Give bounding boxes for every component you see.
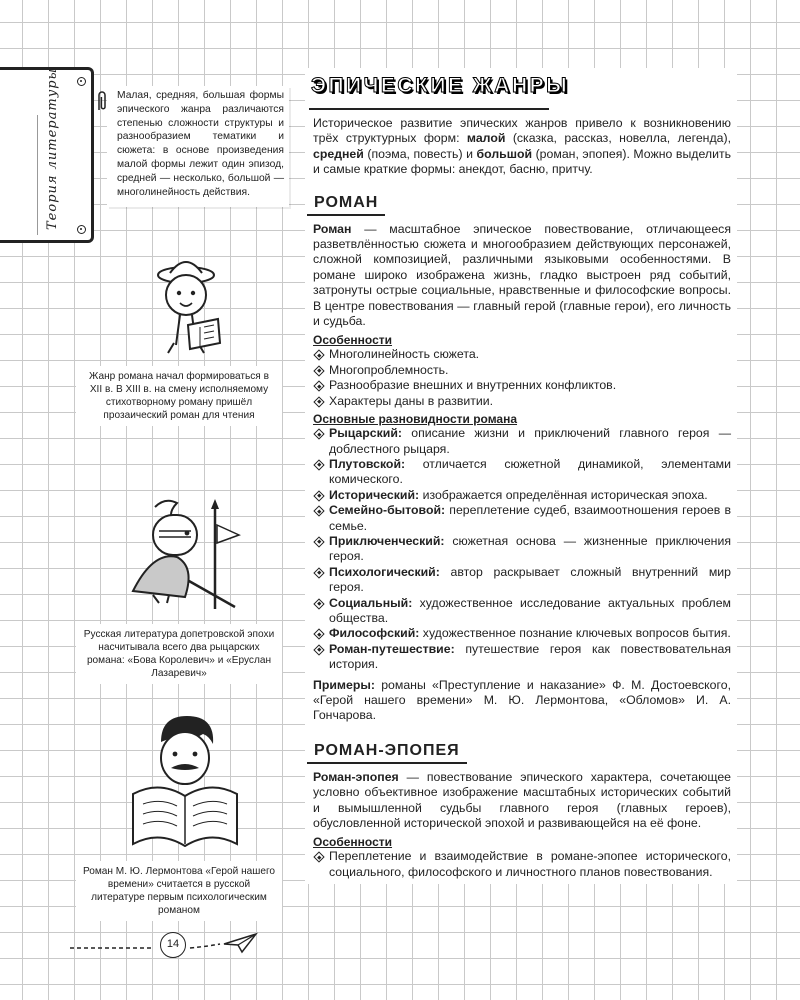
bolt-icon: [77, 225, 86, 234]
epopeya-features-heading: Особенности: [313, 835, 393, 850]
epopeya-section: [305, 740, 737, 884]
roman-features-heading: Особенности: [313, 333, 393, 348]
section-tab: [0, 67, 94, 243]
list-item: Многопроблемность.: [313, 363, 731, 378]
epopeya-heading: РОМАН-ЭПОПЕЯ: [307, 740, 467, 764]
list-item: Семейно-бытовой: переплетение судеб, взаимоотношения героев в семье.: [313, 503, 731, 534]
tab-divider: [37, 115, 39, 235]
roman-heading: РОМАН: [307, 192, 385, 216]
man-reading-illustration: [125, 712, 245, 852]
list-item: Переплетение и взаимодействие в романе-эпопее исторического, социального, философского и личностного планов повествования.: [313, 849, 731, 880]
list-item: Философский: художественное познание ключевых вопросов бытия.: [313, 626, 731, 641]
list-item: Социальный: художественное исследование актуальных проблем общества.: [313, 596, 731, 627]
list-item: Характеры даны в развитии.: [313, 394, 731, 409]
section-tab-label: Теория литературы: [45, 67, 60, 230]
roman-features-list: [305, 347, 737, 409]
list-item: Роман-путешествие: путешествие героя как повествовательная история.: [313, 642, 731, 673]
roman-examples: Примеры: романы «Преступление и наказание» Ф. М. Достоевского, «Герой нашего времени» М. Ю. Лермонтова, «Обломов» И. А. Гончарова.: [313, 677, 731, 723]
list-item: Разнообразие внешних и внутренних конфликтов.: [313, 378, 731, 393]
girl-reading-illustration: [140, 255, 240, 370]
list-item: Многолинейность сюжета.: [313, 347, 731, 362]
list-item: Психологический: автор раскрывает сложный внутренний мир героя.: [313, 565, 731, 596]
page-title: ЭПИЧЕСКИЕ ЖАНРЫ: [305, 68, 577, 98]
main-content: [305, 68, 737, 884]
title-underline: [309, 108, 549, 110]
list-item: Плутовской: отличается сюжетной динамикой, элементами комического.: [313, 457, 731, 488]
side-note: [107, 86, 289, 207]
list-item: Исторический: изображается определённая историческая эпоха.: [313, 488, 731, 503]
paperclip-icon: [95, 90, 109, 116]
roman-definition: Роман — масштабное эпическое повествование, отличающееся разветвлённостью сюжета и многообразием действующих персонажей, сложной композицией, различными языковыми особенностями. В романе широко изображена жизнь, гладко выстроен ряд событий, затронуты острые социальные, нравственные и философские вопросы. В центре повествования — главный герой (главные герои), его личность и судьба.: [313, 221, 731, 329]
roman-varieties-list: [305, 426, 737, 673]
list-item: Рыцарский: описание жизни и приключений главного героя — доблестного рыцаря.: [313, 426, 731, 457]
intro-paragraph: Историческое развитие эпических жанров привело к возникновению трёх структурных форм: малой (сказка, рассказ, новелла, легенда), средней (поэма, повесть) и большой (роман, эпопея). Можно выделить и самые краткие формы: анекдот, басню, притчу.: [313, 116, 731, 177]
epopeya-definition: Роман-эпопея — повествование эпического характера, сочетающее условно объективное изображение масштабных исторических событий и вымышленной судьбы главного героя (главных героев), обусловленной исторической эпохой и развивающейся на её фоне.: [313, 769, 731, 831]
knight-illustration: [125, 495, 245, 620]
paper-plane-icon: [222, 932, 258, 954]
caption-3: Роман М. Ю. Лермонтова «Герой нашего времени» считается в русской литературе первым психологическим романом: [76, 861, 282, 921]
list-item: Приключенческий: сюжетная основа — жизненные приключения героя.: [313, 534, 731, 565]
bolt-icon: [77, 77, 86, 86]
page-title-wrap: [305, 68, 737, 114]
roman-varieties-heading: Основные разновидности романа: [313, 412, 518, 427]
page-number: 14: [160, 932, 186, 958]
side-note-text: Малая, средняя, большая формы эпического жанра различаются степенью сложности структуры и разнообразием тематики и сюжета: в основе произведения малой формы лежит один эпизод, средней — несколько, большой — многолинейность действия.: [117, 90, 284, 198]
caption-2: Русская литература допетровской эпохи насчитывала всего два рыцарских романа: «Бова Королевич» и «Еруслан Лазаревич»: [76, 624, 282, 684]
roman-section: [305, 192, 737, 724]
epopeya-features-list: [305, 849, 737, 884]
caption-1: Жанр романа начал формироваться в XII в. В XIII в. на смену исполняемому стихотворному роману пришёл прозаический роман для чтения: [76, 366, 282, 426]
